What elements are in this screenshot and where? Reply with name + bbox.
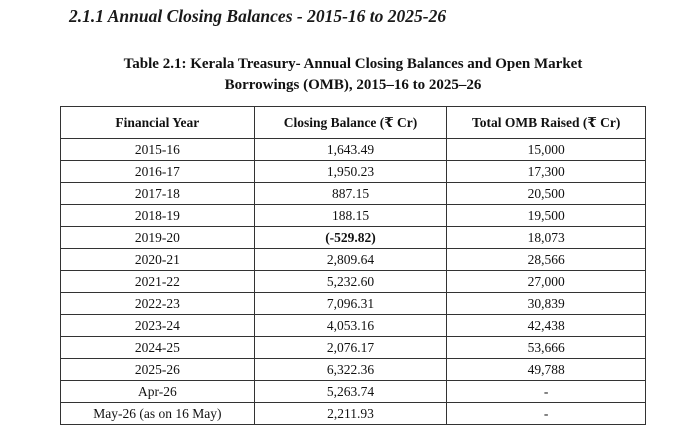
table-row [61,293,646,315]
cell-total-omb: 19,500 [447,205,646,227]
cell-closing-balance: 887.15 [254,183,447,205]
cell-total-omb: 42,438 [447,315,646,337]
cell-total-omb: 18,073 [447,227,646,249]
table-header-row [61,107,646,139]
cell-financial-year: May-26 (as on 16 May) [61,403,255,425]
cell-financial-year: 2019-20 [61,227,255,249]
table-caption-line-1: Table 2.1: Kerala Treasury- Annual Closing Balances and Open Market [123,56,583,72]
cell-closing-balance: 7,096.31 [254,293,447,315]
section-heading: 2.1.1 Annual Closing Balances - 2015-16 to 2025-26 [69,6,447,26]
cell-financial-year: 2016-17 [61,161,255,183]
cell-financial-year: 2024-25 [61,337,255,359]
cell-total-omb: 20,500 [447,183,646,205]
table-row [61,271,646,293]
cell-financial-year: 2021-22 [61,271,255,293]
cell-total-omb: 27,000 [447,271,646,293]
cell-closing-balance: 5,232.60 [254,271,447,293]
cell-total-omb: - [447,403,646,425]
cell-closing-balance: 2,076.17 [254,337,447,359]
header-financial-year: Financial Year [61,107,255,139]
cell-financial-year: 2020-21 [61,249,255,271]
cell-financial-year: 2023-24 [61,315,255,337]
cell-financial-year: 2017-18 [61,183,255,205]
table-row [61,161,646,183]
cell-financial-year: 2015-16 [61,139,255,161]
cell-total-omb: 30,839 [447,293,646,315]
cell-total-omb: 15,000 [447,139,646,161]
table-row [61,139,646,161]
cell-closing-balance: 4,053.16 [254,315,447,337]
cell-closing-balance: 1,950.23 [254,161,447,183]
cell-closing-balance: (-529.82) [254,227,447,249]
cell-closing-balance: 188.15 [254,205,447,227]
cell-closing-balance: 6,322.36 [254,359,447,381]
table-row [61,381,646,403]
header-total-omb: Total OMB Raised (₹ Cr) [447,107,646,139]
cell-financial-year: 2018-19 [61,205,255,227]
table-row [61,403,646,425]
table-row [61,183,646,205]
cell-total-omb: - [447,381,646,403]
table-row [61,227,646,249]
cell-closing-balance: 5,263.74 [254,381,447,403]
table-caption [60,54,646,96]
cell-financial-year: Apr-26 [61,381,255,403]
table-body [61,139,646,425]
cell-total-omb: 17,300 [447,161,646,183]
cell-financial-year: 2025-26 [61,359,255,381]
table-caption-line-2: Borrowings (OMB), 2015–16 to 2025–26 [224,77,482,93]
cell-financial-year: 2022-23 [61,293,255,315]
cell-total-omb: 49,788 [447,359,646,381]
table-row [61,315,646,337]
cell-closing-balance: 1,643.49 [254,139,447,161]
table-row [61,205,646,227]
cell-total-omb: 28,566 [447,249,646,271]
cell-total-omb: 53,666 [447,337,646,359]
cell-closing-balance: 2,211.93 [254,403,447,425]
closing-balances-table [60,106,646,425]
header-closing-balance: Closing Balance (₹ Cr) [254,107,447,139]
cell-closing-balance: 2,809.64 [254,249,447,271]
table-row [61,359,646,381]
table-row [61,337,646,359]
table-row [61,249,646,271]
